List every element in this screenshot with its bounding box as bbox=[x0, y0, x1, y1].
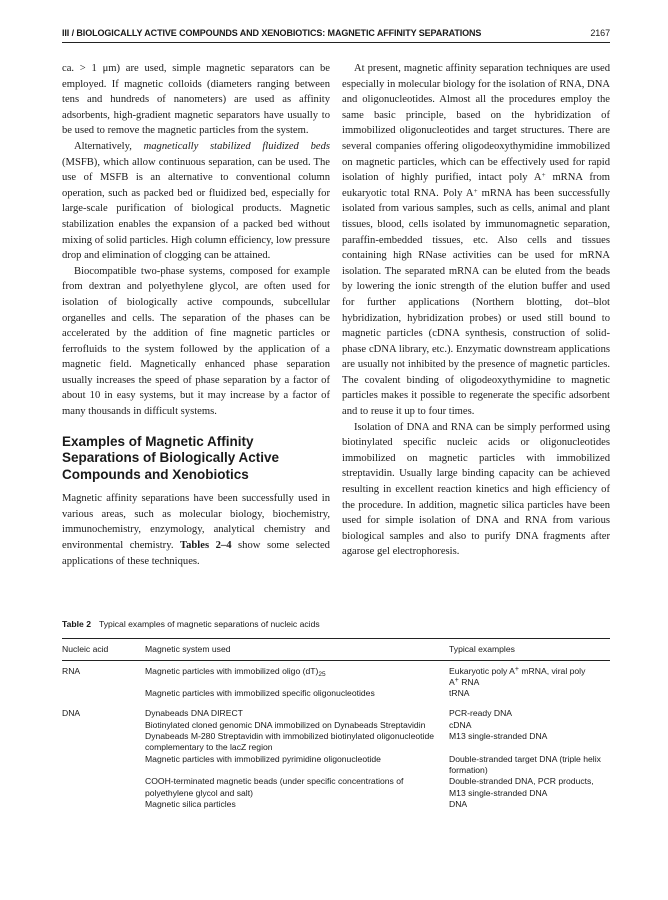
nucleic-acid-cell: RNA bbox=[62, 665, 81, 676]
column-header: Nucleic acid bbox=[62, 639, 145, 660]
system-cell: Dynabeads DNA DIRECT bbox=[145, 708, 243, 719]
running-head bbox=[62, 25, 610, 41]
example-cell: M13 single-stranded DNA bbox=[449, 731, 548, 742]
column-header: Magnetic system used bbox=[145, 639, 449, 660]
paragraph: Magnetic affinity separations have been successfully used in various areas, such as molecular biology, biochemistry, immunochemistry, enzymology, analytical chemistry and environmental chemistry. Tables 2–4 show some selected applications of these techniques. bbox=[62, 493, 330, 567]
system-cell: Dynabeads M-280 Streptavidin with immobilized biotinylated oligonucleotide complementary to the lacZ region bbox=[145, 731, 435, 753]
table-2 bbox=[62, 619, 610, 810]
table-row bbox=[62, 720, 610, 731]
system-cell: Biotinylated cloned genomic DNA immobilized on Dynabeads Streptavidin bbox=[145, 719, 426, 730]
table-row bbox=[62, 660, 610, 688]
table-header-row bbox=[62, 639, 610, 660]
paragraph: Alternatively, magnetically stabilized fluidized beds (MSFB), which allow continuous separation, can be used. The use of MSFB is an alternative to conventional column operation, such as packed bed or fluidized bed, especially for large-scale purification of biological products. Magnetic stabilization enables the expansion of a packed bed without mixing of solid particles. High column efficiency, low pressure drop and elimination of clogging can be attained. bbox=[62, 140, 330, 262]
paragraph: Biocompatible two-phase systems, composed for example from dextran and polyethylene glycol, are often used for isolation of biologically active compounds, subcellular organelles and cells. The separation of the phases can be accelerated by the addition of fine magnetic particles or ferrofluids to the system followed by the application of a magnetic field. Magnetically enhanced phase separation usually increases the speed of phase separation by a factor of about 10 in easy systems, but it may increase by a factor of many thousands in difficult systems. bbox=[62, 265, 330, 418]
nucleic-acid-cell: DNA bbox=[62, 708, 81, 719]
paragraph: Isolation of DNA and RNA can be simply performed using biotinylated specific nucleic acids or oligonucleotides immobilized on magnetic particles with immobilized streptavidin. Usually large binding capacity can be achieved resulting in excellent reaction kinetics and high efficiency of the procedure. In addition, magnetic silica particles have been used for simple isolation of DNA and RNA from various biological samples and also to purify DNA fragments after agarose gel electrophoresis. bbox=[342, 421, 610, 558]
table-label: Table 2 bbox=[62, 619, 91, 629]
example-cell: tRNA bbox=[449, 688, 470, 699]
table-caption-text: Typical examples of magnetic separations of nucleic acids bbox=[98, 619, 320, 629]
table-caption bbox=[62, 619, 610, 630]
paragraph: ca. > 1 μm) are used, simple magnetic separators can be employed. If magnetic colloids (diameters ranging between tens and hundreds of nanometers) are used as affinity adsorbents, high-gradient magnetic separators have usually to be used to remove the magnetic particles from the system. bbox=[62, 63, 330, 137]
table-row bbox=[62, 731, 610, 754]
nucleic-acid-table bbox=[62, 638, 610, 810]
example-cell: Double-stranded target DNA (triple helix formation) bbox=[449, 753, 601, 775]
example-cell: DNA bbox=[449, 798, 468, 809]
table-row bbox=[62, 799, 610, 810]
example-cell: Eukaryotic poly A+ mRNA, viral poly A+ RNA bbox=[449, 665, 586, 687]
table-row bbox=[62, 754, 610, 777]
example-cell: PCR-ready DNA bbox=[449, 708, 513, 719]
system-cell: Magnetic silica particles bbox=[145, 798, 236, 809]
example-cell: cDNA bbox=[449, 719, 472, 730]
example-cell: Double-stranded DNA, PCR products, M13 single-stranded DNA bbox=[449, 776, 594, 798]
table-row bbox=[62, 688, 610, 699]
system-cell: COOH-terminated magnetic beads (under specific concentrations of polyethylene glycol and salt) bbox=[145, 776, 404, 798]
page-number: 2167 bbox=[590, 28, 610, 38]
table-row bbox=[62, 776, 610, 799]
column-header: Typical examples bbox=[449, 639, 610, 660]
table-reference: Tables 2–4 bbox=[180, 539, 232, 551]
header-rule bbox=[62, 42, 610, 43]
emphasis: magnetically stabilized fluidized beds bbox=[143, 140, 330, 152]
running-head-title: III / BIOLOGICALLY ACTIVE COMPOUNDS AND XENOBIOTICS: MAGNETIC AFFINITY SEPARATIONS bbox=[62, 28, 482, 38]
paragraph: At present, magnetic affinity separation techniques are used especially in molecular biology for the isolation of RNA, DNA and oligonucleotides. Almost all the procedures employ the same basic principle, based on the hybridization of immobilized oligonucleotides and target structures. There are several companies offering oligodeoxythymidine immobilized on magnetic particles, which can be effectively used for rapid isolation of highly purified, intact poly A+ mRNA from eukaryotic total RNA. Poly A+ mRNA has been successfully isolated from various samples, such as cells, animal and plant tissues, blood, cells isolated by immunomagnetic separation, paraffin-embedded tissues, etc. Also cells and tissues containing high RNase activities can be used for mRNA isolation. The separated mRNA can be eluted from the beads by lowering the ionic strength of the elution buffer and used for further applications (Northern blotting, dot–blot hybridization, hybridization probes) or used still bound to magnetic particles (cDNA synthesis, construction of solid-phase cDNA library, etc.). Enzymatic downstream applications are usually not inhibited by the presence of magnetic particles. The covalent binding of oligodeoxythymidine to magnetic particles makes it possible to regenerate the specific adsorbent and to reuse it up to four times. bbox=[342, 63, 611, 418]
table-row bbox=[62, 708, 610, 719]
right-column bbox=[342, 61, 610, 560]
left-column bbox=[62, 61, 330, 569]
system-cell: Magnetic particles with immobilized specific oligonucleotides bbox=[145, 688, 375, 699]
section-heading: Examples of Magnetic Affinity Separations of Biologically Active Compounds and Xenobiotics bbox=[62, 433, 280, 482]
system-cell: Magnetic particles with immobilized pyrimidine oligonucleotide bbox=[145, 753, 381, 764]
system-cell: Magnetic particles with immobilized oligo $(dT)_{25}$ bbox=[145, 665, 326, 678]
